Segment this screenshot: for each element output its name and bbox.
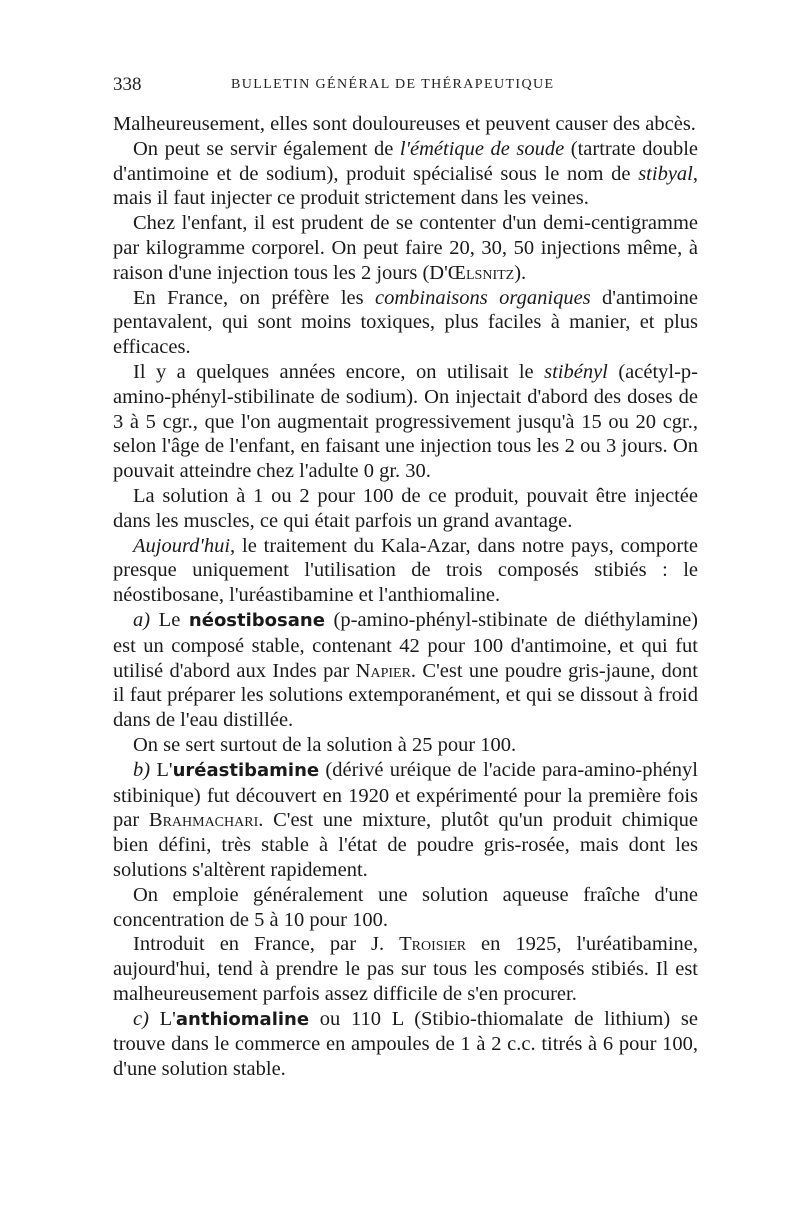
text-span: . C'est une mixture, plutôt qu'un produit chimique bien défini, très stable à l'état de poudre gris-rosée, mais dont les solutions s'altèrent rapidement. — [113, 809, 698, 881]
text-span: ). — [514, 261, 527, 284]
text-span: d'antimoine pentavalent, qui sont moins toxiques, plus faciles à manier, et plus efficaces. — [113, 286, 698, 359]
text-span: En France, on préfère les — [133, 286, 375, 309]
text-span: . C'est une poudre gris-jaune, dont il faut préparer les solutions extemporanément, et qui se dissout à froid dans de l'eau distillée. — [113, 659, 698, 732]
text-span: L' — [150, 758, 173, 781]
page-number: 338 — [113, 74, 142, 95]
text-span: (tartrate double d'antimoine et de sodium), produit spécialisé sous le nom de — [113, 137, 698, 185]
list-marker: a) — [133, 608, 151, 631]
text-span: (dérivé uréique de l'acide para-amino-phényl stibinique) fut découvert en 1920 et expérimenté pour la première fois par — [113, 758, 699, 832]
text-span: en 1925, l'uréatibamine, aujourd'hui, tend à prendre le pas sur tous les composés stibiés. Il est malheureusement parfois assez difficile de s'en procurer. — [113, 933, 698, 1005]
paragraph — [113, 137, 698, 211]
body-text — [113, 112, 698, 1082]
text-span: Il y a quelques années encore, on utilisait le — [133, 360, 545, 383]
italic-term: stibyal — [638, 162, 693, 185]
text-span: L' — [148, 1007, 176, 1030]
text-span: La solution à 1 ou 2 pour 100 de ce produit, pouvait être injectée dans les muscles, ce qui était parfois un grand avantage. — [113, 484, 698, 532]
text-span: , le traitement du Kala-Azar, dans notre pays, comporte presque uniquement l'utilisation de trois composés stibiés : le néostibosane, l'uréastibamine et l'anthiomaline. — [113, 534, 698, 607]
author-name: Napier — [355, 659, 411, 682]
text-span: On peut se servir également de — [133, 137, 400, 160]
text-span: On se sert surtout de la solution à 25 pour 100. — [133, 733, 517, 756]
text-span: Introduit en France, par J. — [133, 933, 400, 956]
paragraph — [113, 733, 698, 758]
text-span: Chez l'enfant, il est prudent de se contenter d'un demi-centigramme par kilogramme corporel. On peut faire 20, 30, 50 injections même, à raison d'une injection tous les 2 jours (D' — [113, 212, 698, 284]
text-span: , mais il faut injecter ce produit strictement dans les veines. — [113, 162, 698, 210]
paragraph — [113, 883, 698, 933]
paragraph — [113, 534, 698, 608]
text-span: ou 110 L (Stibio-thiomalate de lithium) se trouve dans le commerce en ampoules de 1 à 2 c.c. titrés à 6 pour 100, d'une solution stable. — [113, 1007, 698, 1081]
text-span: Malheureusement, elles sont douloureuses et peuvent causer des abcès. — [113, 113, 696, 135]
running-title: BULLETIN GÉNÉRAL DE THÉRAPEUTIQUE — [231, 77, 555, 92]
text-span: (p-amino-phényl-stibinate de diéthylamine) est un composé stable, contenant 42 pour 100 d'antimoine, et qui fut utilisé d'abord aux Indes par — [113, 608, 699, 682]
paragraph — [113, 211, 698, 285]
italic-term: stibényl — [544, 360, 608, 383]
author-name: Brahmachari — [148, 809, 259, 832]
bold-term: néostibosane — [188, 609, 325, 631]
page-header — [113, 74, 698, 100]
paragraph — [113, 608, 698, 733]
paragraph — [113, 758, 698, 883]
text-span: (acétyl-p-amino-phényl-stibilinate de sodium). On injectait d'abord des doses de 3 à 5 cgr., que l'on augmentait progressivement jusqu'à 15 ou 20 cgr., selon l'âge de l'enfant, en faisant une injection tous les 2 ou 3 jours. On pouvait atteindre chez l'adulte 0 gr. 30. — [113, 360, 698, 483]
italic-term: l'émétique de soude — [399, 137, 565, 160]
paragraph — [113, 932, 698, 1006]
paragraph — [113, 112, 698, 137]
text-span: On emploie généralement une solution aqueuse fraîche d'une concentration de 5 à 10 pour 100. — [113, 883, 698, 931]
italic-term: combinaisons organiques — [375, 286, 591, 309]
italic-term: Aujourd'hui — [133, 534, 231, 557]
author-name: Troisier — [399, 933, 467, 956]
text-span: Le — [150, 608, 189, 631]
paragraph — [113, 1007, 698, 1082]
bold-term: uréastibamine — [172, 759, 320, 781]
paragraph — [113, 286, 698, 360]
list-marker: b) — [133, 758, 151, 781]
list-marker: c) — [133, 1007, 149, 1030]
bold-term: anthiomaline — [175, 1008, 310, 1030]
paragraph — [113, 484, 698, 534]
paragraph — [113, 360, 698, 484]
author-name: Œlsnitz — [447, 261, 515, 284]
